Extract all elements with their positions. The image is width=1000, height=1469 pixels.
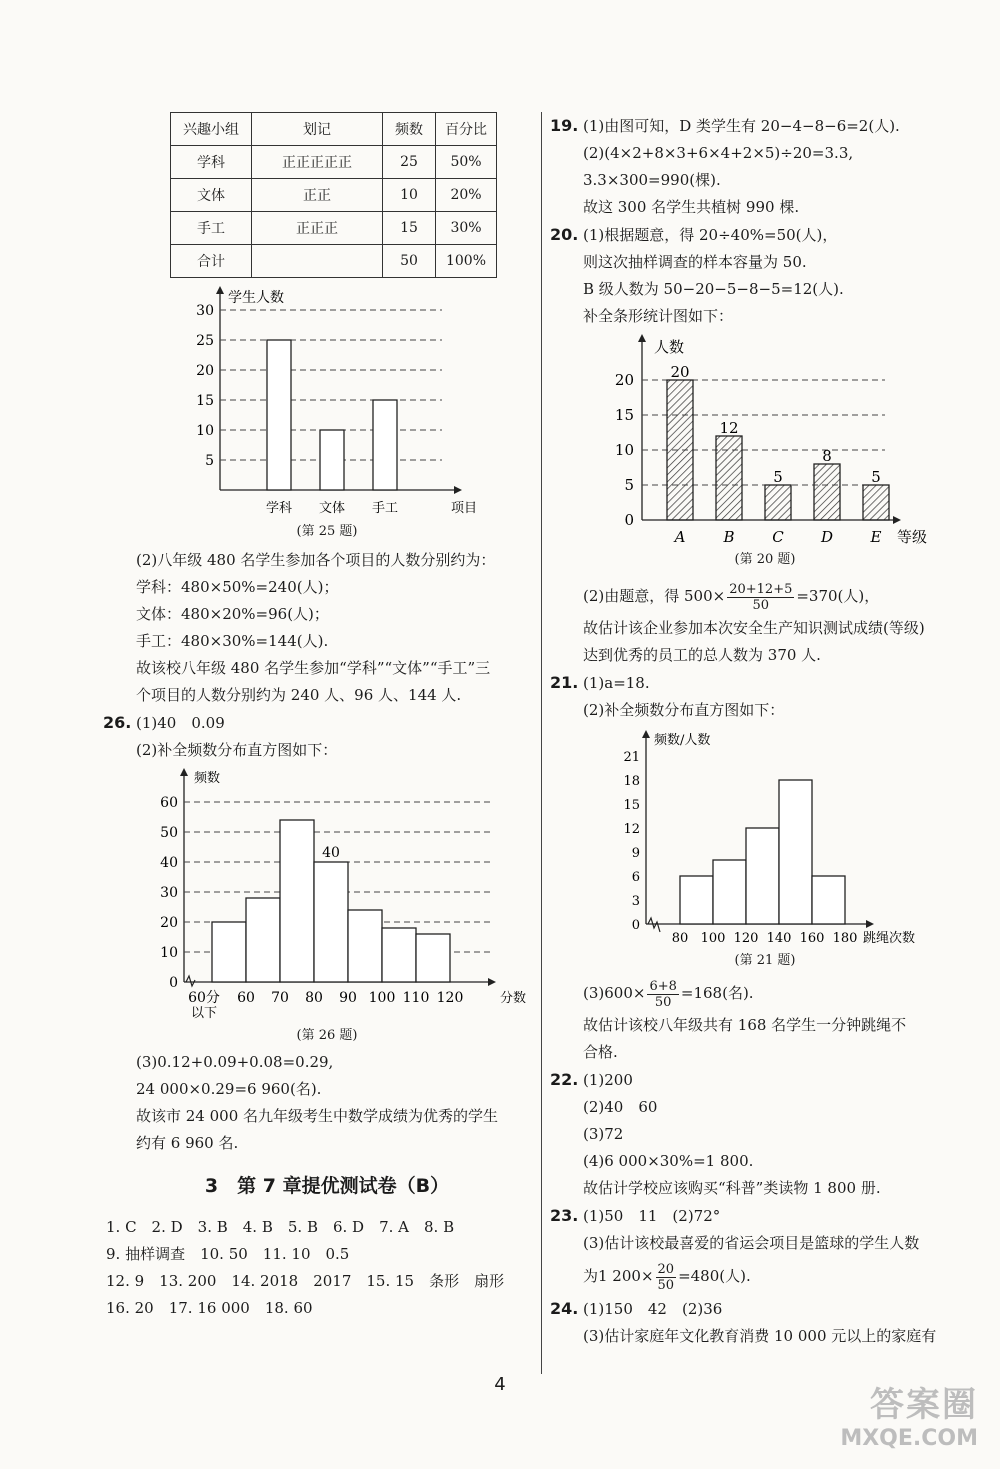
q19-answer — [550, 112, 980, 221]
y-tick-label: 30 — [196, 303, 214, 319]
answer-line: 补全条形统计图如下： — [583, 307, 734, 325]
histogram-bar — [382, 928, 416, 982]
y-axis-label: 频数/人数 — [654, 733, 711, 748]
y-axis-arrow — [216, 286, 224, 294]
question-number: 21. — [550, 673, 579, 692]
quick-answers — [106, 1214, 542, 1322]
x-tick-label: B — [723, 528, 735, 546]
y-tick-label: 0 — [169, 975, 178, 991]
fraction — [656, 1262, 677, 1293]
section-title: 3 第 7 章提优测试卷（B） — [204, 1175, 450, 1197]
answer-text: =480(人). — [678, 1267, 751, 1285]
x-axis-arrow — [454, 486, 462, 494]
y-axis-arrow — [642, 730, 650, 738]
table-cell: 50 — [383, 245, 436, 278]
data-label: 20 — [670, 363, 690, 381]
answer-line: 故估计该企业参加本次安全生产知识测试成绩(等级) — [583, 619, 925, 637]
fraction-denominator: 50 — [654, 994, 672, 1010]
x-tick-label: 160 — [799, 931, 825, 946]
answer-line: 12. 9 13. 200 14. 2018 2017 15. 15 条形 扇形 — [106, 1272, 505, 1290]
answer-line: 9. 抽样调查 10. 50 11. 10 0.5 — [106, 1245, 350, 1263]
y-tick-label: 10 — [160, 945, 178, 961]
page-number: 4 — [494, 1374, 506, 1395]
y-tick-label: 21 — [623, 750, 640, 765]
question-number: 19. — [550, 116, 579, 135]
histogram-bar — [779, 780, 812, 924]
left-column — [103, 112, 542, 1322]
x-axis-label: 跳绳次数 — [863, 931, 916, 946]
table-cell: 15 — [383, 212, 436, 245]
x-axis-label: 分数 — [500, 991, 527, 1006]
y-tick-label: 6 — [631, 870, 640, 885]
answer-line: (2)八年级 480 名学生参加各个项目的人数分别约为： — [136, 551, 496, 569]
answer-line: B 级人数为 50−20−5−8−5=12(人). — [583, 280, 844, 298]
answer-line: (2)(4×2+8×3+6×4+2×5)÷20=3.3, — [583, 144, 854, 162]
q21-answer — [550, 669, 980, 724]
data-label: 12 — [719, 419, 739, 437]
answer-line: 个项目的人数分别约为 240 人、96 人、144 人. — [136, 686, 462, 704]
y-tick-label: 3 — [631, 894, 640, 909]
q20-caption: (第 20 题) — [734, 552, 796, 567]
x-tick-label: 120 — [733, 931, 759, 946]
y-tick-label: 30 — [160, 885, 178, 901]
table-cell: 手工 — [171, 212, 252, 245]
table-row — [171, 212, 497, 245]
y-tick-label: 10 — [196, 423, 214, 439]
question-number: 24. — [550, 1299, 579, 1318]
histogram-bar — [212, 922, 246, 982]
answer-text: (3)600× — [583, 984, 646, 1002]
watermark-text: 答案圈 — [870, 1385, 978, 1425]
answer-line: 学科：480×50%=240(人)； — [136, 578, 339, 596]
answer-line: 手工：480×30%=144(人). — [136, 632, 329, 650]
answer-line: 文体：480×20%=96(人)； — [136, 605, 329, 623]
bar — [814, 464, 840, 520]
answer-line — [583, 577, 980, 615]
y-tick-label: 15 — [196, 393, 214, 409]
q20-bar-chart — [550, 330, 970, 548]
watermark-url: MXQE.COM — [840, 1426, 978, 1451]
histogram-bar — [713, 860, 746, 924]
x-tick-sublabel: 以下 — [190, 1006, 218, 1021]
question-number: 20. — [550, 225, 579, 244]
histogram-bar — [280, 820, 314, 982]
histogram-bar — [746, 828, 779, 924]
answer-text: (1)根据题意，得 20÷40%=50(人)， — [583, 226, 838, 244]
answer-line — [103, 709, 542, 737]
x-tick-label: 100 — [700, 931, 726, 946]
x-tick-label: C — [772, 528, 784, 546]
table-header: 划记 — [252, 113, 383, 146]
answer-line: (3)估计该校最喜爱的省运会项目是篮球的学生人数 — [583, 1234, 920, 1252]
data-label: 5 — [871, 468, 881, 486]
x-tick-label: 140 — [766, 931, 792, 946]
q23-answer — [550, 1202, 980, 1295]
y-tick-label: 10 — [614, 441, 634, 459]
y-axis-label: 频数 — [194, 771, 221, 786]
answer-line: (4)6 000×30%=1 800. — [583, 1152, 754, 1170]
data-label: 40 — [322, 845, 340, 861]
watermark-logo — [840, 1377, 978, 1451]
table-cell: 文体 — [171, 179, 252, 212]
x-tick-label: 70 — [271, 990, 289, 1006]
q20-answer-2 — [550, 577, 980, 669]
question-number: 23. — [550, 1206, 579, 1225]
table-header: 兴趣小组 — [171, 113, 252, 146]
bar — [320, 430, 344, 490]
x-tick-label: 80 — [671, 931, 689, 946]
answer-line: 故这 300 名学生共植树 990 棵. — [583, 198, 800, 216]
answer-line — [550, 221, 980, 249]
y-tick-label: 15 — [623, 798, 640, 813]
q25-caption: (第 25 题) — [296, 524, 358, 539]
data-label: 5 — [773, 468, 783, 486]
table-cell: 20% — [436, 179, 497, 212]
y-tick-label: 9 — [631, 846, 640, 861]
x-tick-label: E — [870, 528, 882, 546]
y-tick-label: 18 — [623, 774, 640, 789]
y-tick-label: 15 — [614, 406, 634, 424]
y-tick-label: 0 — [624, 511, 634, 529]
answer-line: 24 000×0.29=6 960(名). — [136, 1080, 322, 1098]
x-tick-label: 100 — [368, 990, 396, 1006]
table-row — [171, 245, 497, 278]
table-cell: 正正 — [252, 179, 383, 212]
x-tick-label: 180 — [832, 931, 858, 946]
q20-answer — [550, 221, 980, 330]
q25-answer — [112, 547, 542, 709]
answer-text: (1)由图可知，D 类学生有 20−4−8−6=2(人). — [583, 117, 900, 135]
answer-text: (1)a=18. — [583, 674, 650, 692]
fraction-numerator: 6+8 — [649, 978, 677, 994]
answer-line: 故该市 24 000 名九年级考生中数学成绩为优秀的学生 — [136, 1107, 499, 1125]
table-header-row — [171, 113, 497, 146]
axis-break — [186, 976, 195, 986]
answer-line: 则这次抽样调查的样本容量为 50. — [583, 253, 807, 271]
right-column — [550, 112, 980, 1350]
bar — [765, 485, 791, 520]
q21-caption: (第 21 题) — [734, 953, 796, 968]
bar — [373, 400, 397, 490]
answer-line: (3)72 — [583, 1125, 624, 1143]
x-tick-label: 文体 — [318, 501, 346, 516]
fraction — [727, 582, 794, 613]
q21-answer-3 — [550, 974, 980, 1066]
table-cell: 50% — [436, 146, 497, 179]
y-axis-label: 学生人数 — [228, 290, 284, 306]
x-tick-label: 120 — [436, 990, 464, 1006]
answer-line: (3)0.12+0.09+0.08=0.29, — [136, 1053, 334, 1071]
table-cell: 合计 — [171, 245, 252, 278]
answer-text: (2)由题意，得 500× — [583, 587, 726, 605]
table-cell: 30% — [436, 212, 497, 245]
bar — [267, 340, 291, 490]
answer-line — [550, 112, 980, 140]
y-tick-label: 12 — [623, 822, 640, 837]
q25-bar-chart — [112, 280, 512, 520]
table-row — [171, 146, 497, 179]
answer-line: (2)补全频数分布直方图如下： — [136, 741, 338, 759]
y-axis-arrow — [638, 334, 646, 342]
x-tick-label: A — [674, 528, 686, 546]
histogram-bar — [348, 910, 382, 982]
x-axis-arrow — [866, 920, 874, 928]
answer-line: 故该校八年级 480 名学生参加“学科”“文体”“手工”三 — [136, 659, 491, 677]
answer-text: =370(人)， — [796, 587, 880, 605]
fraction-denominator: 50 — [657, 1277, 675, 1293]
fraction — [647, 979, 678, 1010]
x-tick-label: 学科 — [265, 501, 293, 516]
interest-group-table — [170, 112, 497, 278]
x-tick-label: 60 — [237, 990, 255, 1006]
x-axis-label: 等级 — [897, 528, 928, 546]
x-tick-label: 80 — [305, 990, 323, 1006]
question-number: 22. — [550, 1070, 579, 1089]
answer-line: 1. C 2. D 3. B 4. B 5. B 6. D 7. A 8. B — [106, 1218, 455, 1236]
x-axis-arrow — [488, 978, 496, 986]
answer-line: 故估计学校应该购买“科普”类读物 1 800 册. — [583, 1179, 881, 1197]
answer-text: (1)40 0.09 — [136, 714, 225, 732]
table-cell: 100% — [436, 245, 497, 278]
question-number: 26. — [103, 713, 132, 732]
q26-answer — [103, 709, 542, 764]
axis-break — [648, 918, 660, 932]
histogram-bar — [246, 898, 280, 982]
x-tick-label: 110 — [402, 990, 430, 1006]
answer-text: =168(名). — [680, 984, 754, 1002]
answer-text: 为1 200× — [583, 1267, 654, 1285]
table-header: 频数 — [383, 113, 436, 146]
answer-line: (2)40 60 — [583, 1098, 658, 1116]
answer-line: 3.3×300=990(棵). — [583, 171, 721, 189]
histogram-bar — [314, 862, 348, 982]
answer-line: 16. 20 17. 16 000 18. 60 — [106, 1299, 313, 1317]
bar — [667, 380, 693, 520]
histogram-bar — [680, 876, 713, 924]
bar — [863, 485, 889, 520]
table-cell: 学科 — [171, 146, 252, 179]
x-tick-label: D — [820, 528, 834, 546]
table-cell: 正正正 — [252, 212, 383, 245]
y-tick-label: 20 — [196, 363, 214, 379]
q26-histogram — [112, 764, 532, 1024]
histogram-bar — [812, 876, 845, 924]
answer-text: (1)200 — [583, 1071, 633, 1089]
answer-line — [550, 1295, 980, 1323]
q24-answer — [550, 1295, 980, 1350]
x-axis-arrow — [893, 516, 901, 524]
y-tick-label: 50 — [160, 825, 178, 841]
answer-line: (3)估计家庭年文化教育消费 10 000 元以上的家庭有 — [583, 1327, 937, 1345]
x-axis-label: 项目 — [450, 501, 478, 516]
y-axis-label: 人数 — [654, 338, 685, 356]
table-cell: 正正正正正 — [252, 146, 383, 179]
table-cell — [252, 245, 383, 278]
q21-histogram — [550, 724, 970, 949]
answer-line: 合格. — [583, 1043, 618, 1061]
y-tick-label: 5 — [624, 476, 634, 494]
answer-line: 约有 6 960 名. — [136, 1134, 239, 1152]
answer-line — [550, 1066, 980, 1094]
y-tick-label: 40 — [160, 855, 178, 871]
y-tick-label: 5 — [205, 453, 214, 469]
y-tick-label: 20 — [614, 371, 634, 389]
answer-line — [583, 1257, 980, 1295]
answer-text: (1)150 42 (2)36 — [583, 1300, 723, 1318]
fraction-numerator: 20+12+5 — [729, 581, 793, 597]
table-header: 百分比 — [436, 113, 497, 146]
histogram-bar — [416, 934, 450, 982]
answer-line — [550, 1202, 980, 1230]
x-tick-label: 手工 — [371, 501, 399, 516]
data-label: 8 — [822, 447, 832, 465]
fraction-numerator: 20 — [657, 1261, 675, 1277]
x-tick-label: 90 — [339, 990, 357, 1006]
y-axis-arrow — [180, 768, 188, 776]
x-tick-label: 60分 — [188, 990, 220, 1006]
table-cell: 10 — [383, 179, 436, 212]
y-tick-label: 0 — [631, 918, 640, 933]
fraction-denominator: 50 — [752, 597, 770, 613]
answer-line — [583, 974, 980, 1012]
answer-line: (2)补全频数分布直方图如下： — [583, 701, 785, 719]
table-row — [171, 179, 497, 212]
y-tick-label: 20 — [160, 915, 178, 931]
answer-text: (1)50 11 (2)72° — [583, 1207, 721, 1225]
answer-line: 达到优秀的员工的总人数为 370 人. — [583, 646, 821, 664]
q26-caption: (第 26 题) — [296, 1028, 358, 1043]
y-tick-label: 25 — [196, 333, 214, 349]
q26-answer-3 — [112, 1049, 542, 1157]
y-tick-label: 60 — [160, 795, 178, 811]
answer-line: 故估计该校八年级共有 168 名学生一分钟跳绳不 — [583, 1016, 907, 1034]
bar — [716, 436, 742, 520]
q22-answer — [550, 1066, 980, 1202]
answer-line — [550, 669, 980, 697]
table-cell: 25 — [383, 146, 436, 179]
